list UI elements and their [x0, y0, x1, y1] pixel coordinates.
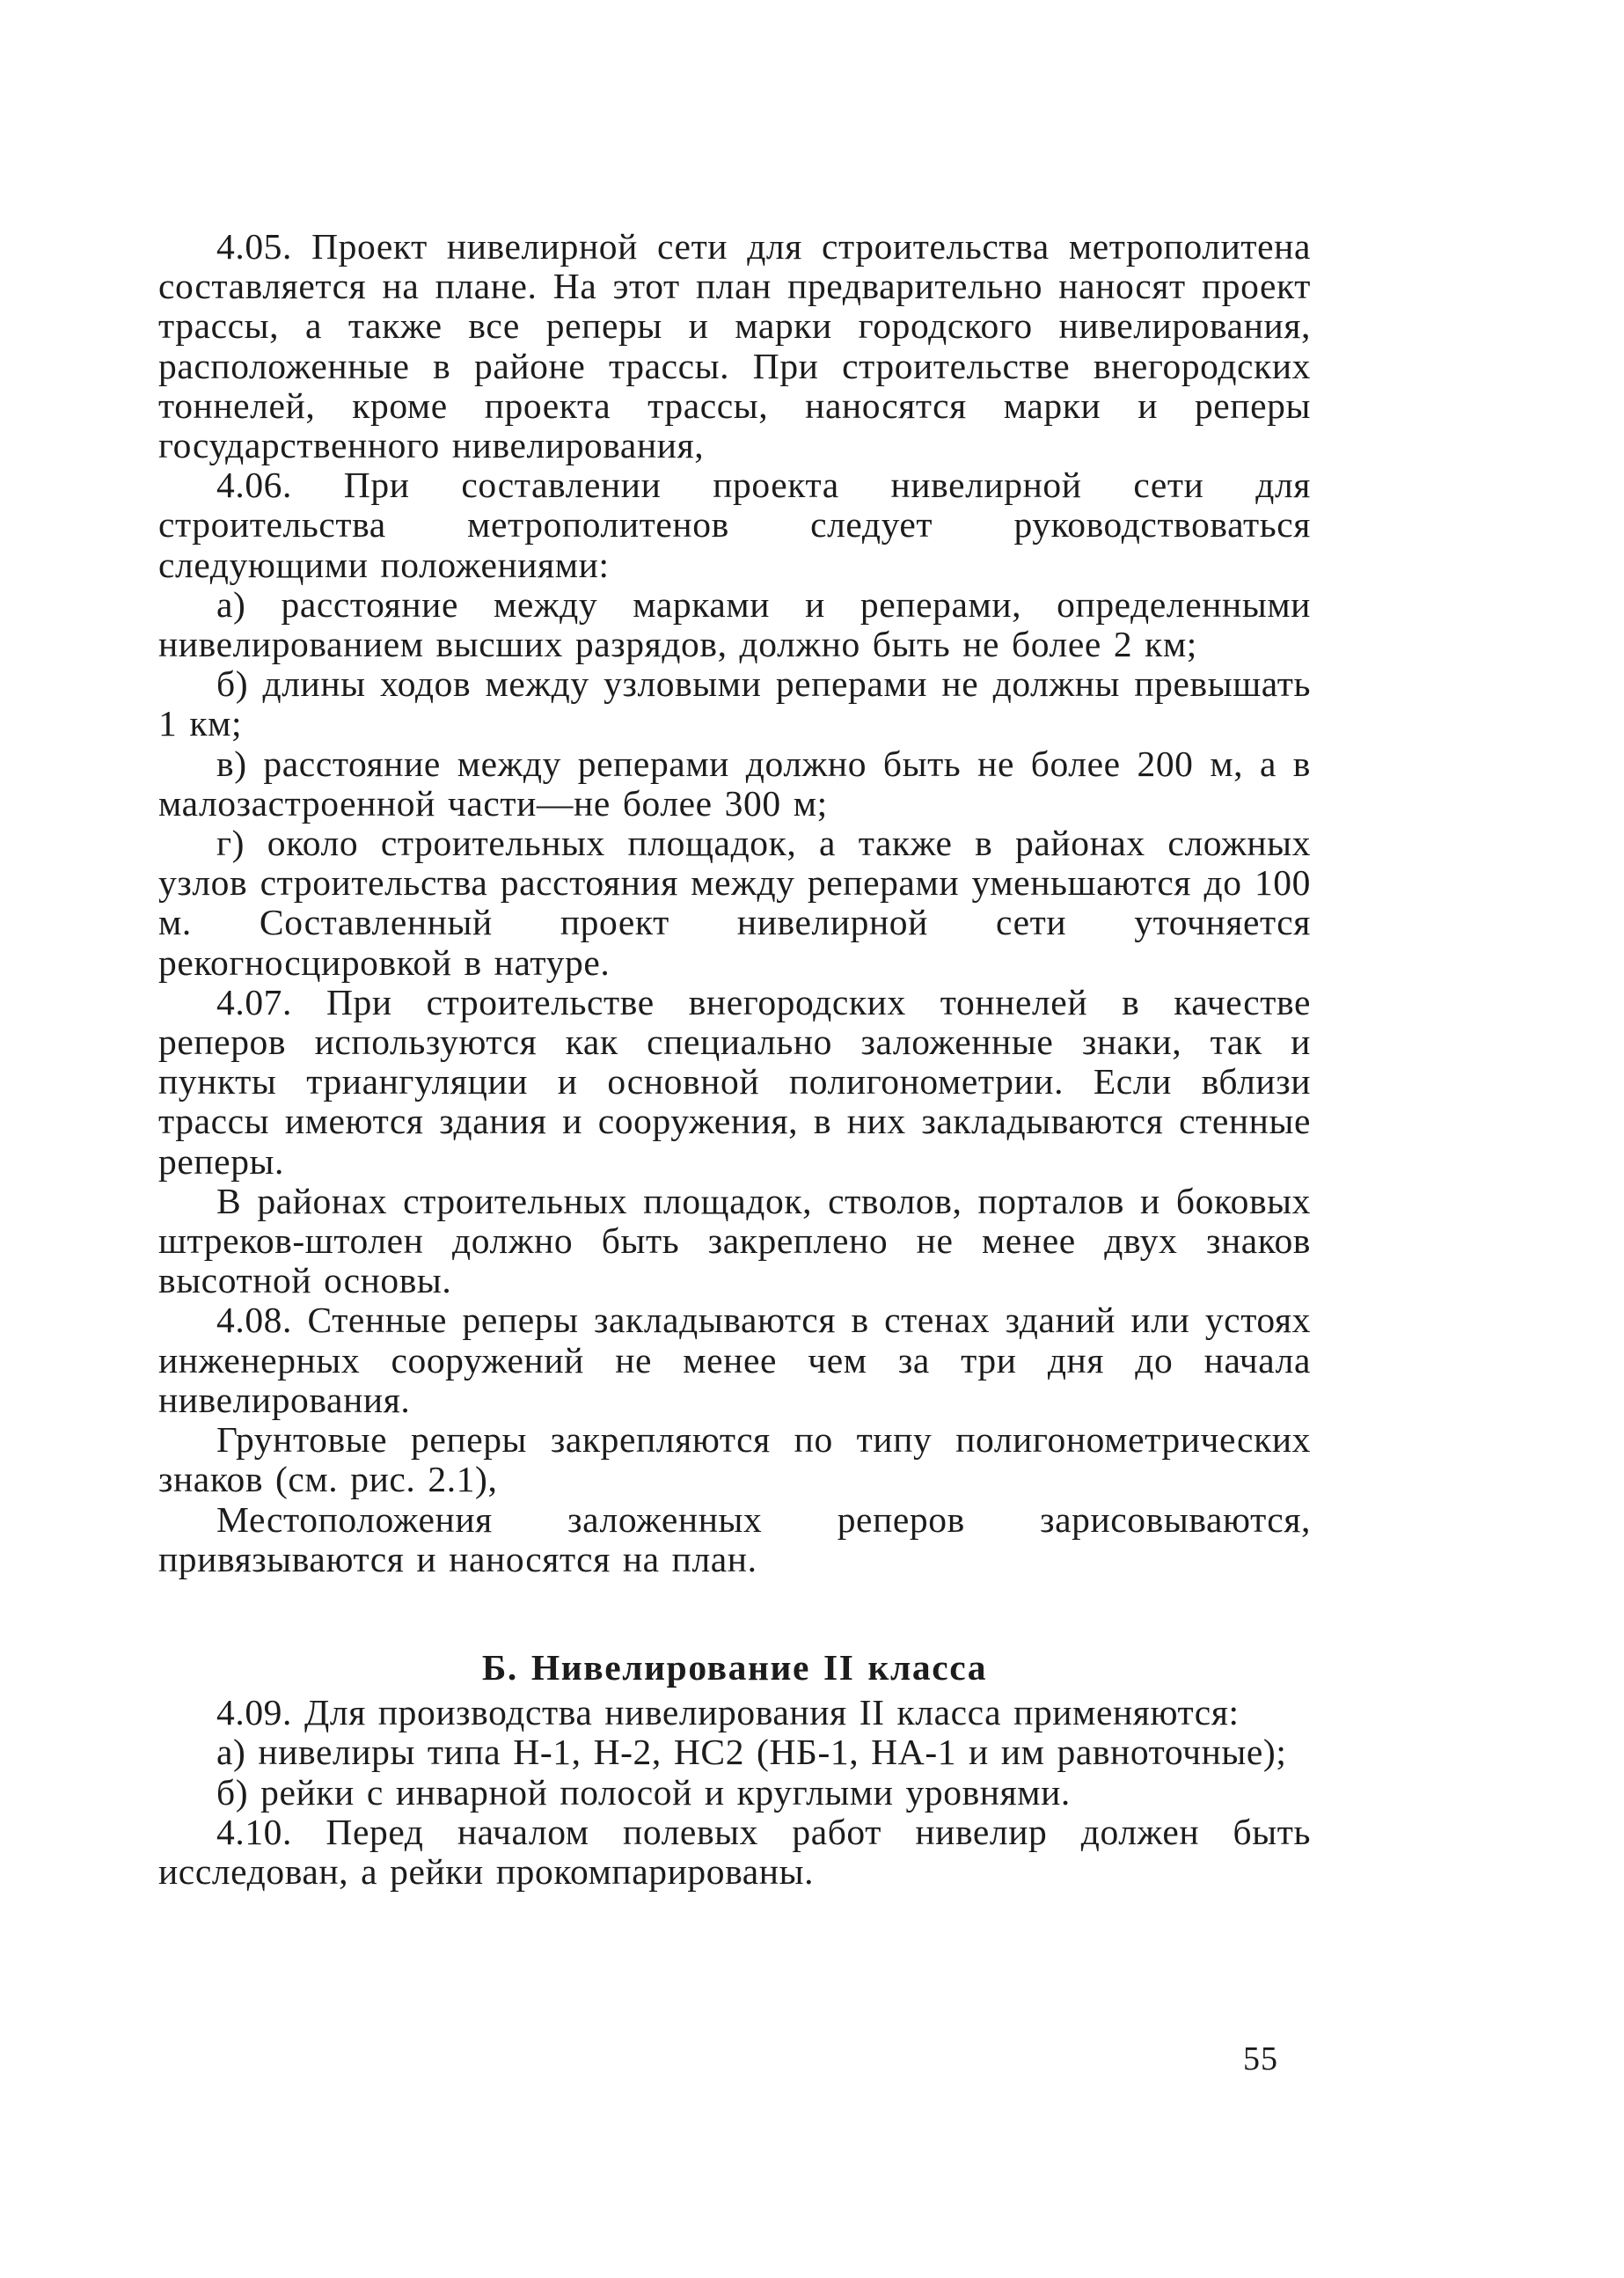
paragraph-construction-sites: В районах строительных площадок, стволов, порталов и боковых штреков-штолен должно быть закреплено не менее двух знаков высотной основы. — [158, 1180, 1311, 1301]
list-item-b: б) длины ходов между узловыми реперами не должны превышать 1 км; — [158, 663, 1311, 744]
body-text — [158, 227, 1311, 1892]
list-item-b-rods: б) рейки с инварной полосой и круглыми уровнями. — [216, 1771, 1071, 1813]
paragraph-4-09: 4.09. Для производства нивелирования II класса применяются: — [216, 1692, 1240, 1733]
paragraph-ground-benchmarks: Грунтовые реперы закрепляются по типу полигонометрических знаков (см. рис. 2.1), — [158, 1419, 1311, 1500]
paragraph-4-10: 4.10. Перед началом полевых работ нивелир должен быть исследован, а рейки прокомпарированы. — [158, 1811, 1311, 1892]
paragraph-4-05: 4.05. Проект нивелирной сети для строительства метрополитена составляется на плане. На этот план предварительно наносят проект трассы, а также все реперы и марки городского нивелирования, расположенные в районе трассы. При строительстве внегородских тоннелей, кроме проекта трассы, наносятся марки и реперы государственного нивелирования, — [158, 226, 1311, 466]
paragraph-benchmark-locations: Местоположения заложенных реперов зарисовываются, привязываются и наносятся на план. — [158, 1498, 1311, 1579]
paragraph-4-07: 4.07. При строительстве внегородских тоннелей в качестве реперов используются как специально заложенные знаки, так и пункты триангуляции и основной полигонометрии. Если вблизи трассы имеются здания и сооружения, в них закладываются стенные реперы. — [158, 981, 1311, 1182]
page-number: 55 — [1243, 2040, 1278, 2077]
list-item-v: в) расстояние между реперами должно быть не более 200 м, а в малозастроенной части—не более 300 м; — [158, 743, 1311, 824]
list-item-g: г) около строительных площадок, а также в районах сложных узлов строительства расстояния между реперами уменьшаются до 100 м. Составленный проект нивелирной сети уточняется рекогносцировкой в натуре. — [158, 823, 1311, 983]
list-item-a-instruments: а) нивелиры типа Н-1, Н-2, НС2 (НБ-1, НА-1 и им равноточные); — [216, 1732, 1287, 1773]
paragraph-4-08: 4.08. Стенные реперы закладываются в стенах зданий или устоях инженерных сооружений не менее чем за три дня до начала нивелирования. — [158, 1300, 1311, 1420]
section-heading: Б. Нивелирование II класса — [481, 1646, 988, 1688]
paragraph-4-06: 4.06. При составлении проекта нивелирной сети для строительства метрополитенов следует руководствоваться следующими положениями: — [158, 465, 1311, 585]
list-item-a: а) расстояние между марками и реперами, определенными нивелированием высших разрядов, должно быть не более 2 км; — [158, 583, 1311, 665]
